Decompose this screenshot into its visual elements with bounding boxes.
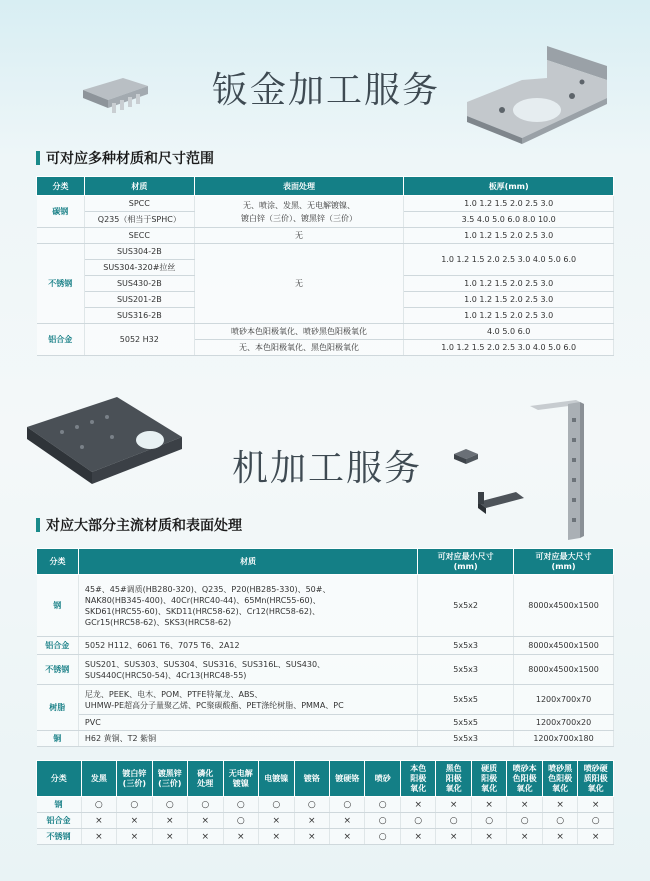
support-mark-cell: × bbox=[542, 797, 577, 813]
category-cell: 铝合金 bbox=[37, 813, 82, 829]
support-mark-cell: × bbox=[188, 829, 223, 845]
material-line: SUS440C(HRC50-54)、4Cr13(HRC48-55) bbox=[84, 670, 247, 680]
support-mark-cell: ○ bbox=[259, 797, 294, 813]
thickness-cell: 1.0 1.2 1.5 2.0 2.5 3.0 bbox=[404, 196, 614, 212]
category-cell: 不锈钢 bbox=[37, 655, 79, 685]
table-row bbox=[37, 797, 614, 813]
table-row bbox=[37, 813, 614, 829]
support-mark-cell: × bbox=[294, 829, 329, 845]
section-title-sheet-materials bbox=[36, 148, 214, 168]
support-mark-cell: × bbox=[188, 813, 223, 829]
support-mark-cell: ○ bbox=[117, 797, 152, 813]
material-cell bbox=[78, 655, 417, 685]
support-mark-cell: ○ bbox=[436, 813, 471, 829]
material-cell: SECC bbox=[84, 228, 194, 244]
support-mark-cell: × bbox=[330, 829, 365, 845]
material-line: UHMW-PE超高分子量聚乙烯、PC聚碳酸酯、PET涤纶树脂、PMMA、PC bbox=[84, 700, 344, 710]
material-line: SUS201、SUS303、SUS304、SUS316、SUS316L、SUS430、 bbox=[84, 659, 326, 669]
min-size-cell: 5x5x3 bbox=[418, 731, 514, 747]
support-mark-cell: × bbox=[117, 829, 152, 845]
material-line: H62 黄铜、T2 紫铜 bbox=[84, 734, 157, 743]
material-cell bbox=[78, 637, 417, 655]
material-line: NAK80(HB345-400)、40Cr(HRC40-44)、65Mn(HRC55-60)、 bbox=[84, 595, 321, 605]
header-treatment: 喷砂本 色阳极 氧化 bbox=[507, 761, 542, 797]
support-mark-cell: × bbox=[223, 829, 258, 845]
table-row bbox=[37, 637, 614, 655]
header-treatment: 黑色 阳极 氧化 bbox=[436, 761, 471, 797]
machined-plate-image bbox=[22, 392, 187, 492]
table-header-row bbox=[37, 177, 614, 196]
max-size-cell: 8000x4500x1500 bbox=[514, 655, 614, 685]
section-title-text: 对应大部分主流材质和表面处理 bbox=[46, 518, 242, 534]
max-size-cell: 8000x4500x1500 bbox=[514, 637, 614, 655]
surface-line: 镀白锌（三价）、镀黑锌（三价） bbox=[241, 213, 358, 223]
surface-cell bbox=[194, 196, 404, 228]
support-mark-cell: × bbox=[152, 813, 187, 829]
header-treatment: 镀硬铬 bbox=[330, 761, 365, 797]
sheet-metal-spec-table bbox=[36, 176, 614, 356]
thickness-cell: 3.5 4.0 5.0 6.0 8.0 10.0 bbox=[404, 212, 614, 228]
header-surface: 表面处理 bbox=[194, 177, 404, 196]
hero-title-sheet-metal: 钣金加工服务 bbox=[212, 70, 441, 111]
support-mark-cell: × bbox=[117, 813, 152, 829]
title-accent-bar bbox=[36, 151, 40, 165]
material-line: 尼龙、PEEK、电木、POM、PTFE特氟龙、ABS、 bbox=[84, 689, 263, 699]
header-treatment: 镀铬 bbox=[294, 761, 329, 797]
header-treatment: 发黑 bbox=[81, 761, 116, 797]
support-mark-cell: × bbox=[507, 829, 542, 845]
surface-cell: 喷砂本色阳极氧化、喷砂黑色阳极氧化 bbox=[194, 324, 404, 340]
surface-cell: 无 bbox=[194, 228, 404, 244]
surface-treatment-table bbox=[36, 760, 614, 845]
material-line: GCr15(HRC58-62)、SKS3(HRC58-62) bbox=[84, 617, 232, 627]
header-treatment: 本色 阳极 氧化 bbox=[400, 761, 435, 797]
table-row bbox=[37, 685, 614, 715]
material-cell bbox=[78, 685, 417, 715]
surface-line: 无、喷涂、发黑、无电解镀镍、 bbox=[243, 200, 356, 210]
support-mark-cell: ○ bbox=[471, 813, 506, 829]
table-row bbox=[37, 829, 614, 845]
support-mark-cell: × bbox=[436, 797, 471, 813]
support-mark-cell: × bbox=[507, 797, 542, 813]
support-mark-cell: × bbox=[259, 829, 294, 845]
header-line: 可对应最小尺寸 bbox=[437, 551, 494, 561]
category-cell: 不锈钢 bbox=[37, 244, 85, 324]
header-line: (mm) bbox=[453, 561, 478, 571]
table-row bbox=[37, 715, 614, 731]
support-mark-cell: × bbox=[542, 829, 577, 845]
header-line: 可对应最大尺寸 bbox=[535, 551, 592, 561]
support-mark-cell: ○ bbox=[400, 813, 435, 829]
support-mark-cell: × bbox=[259, 813, 294, 829]
category-cell: 钢 bbox=[37, 797, 82, 813]
thickness-cell: 4.0 5.0 6.0 bbox=[404, 324, 614, 340]
min-size-cell: 5x5x5 bbox=[418, 685, 514, 715]
header-treatment: 磷化 处理 bbox=[188, 761, 223, 797]
l-bracket-image bbox=[476, 488, 526, 516]
material-cell: SUS304-2B bbox=[84, 244, 194, 260]
material-line: 45#、45#调质(HB280-320)、Q235、P20(HB285-330)、50#、 bbox=[84, 584, 331, 594]
support-mark-cell: × bbox=[436, 829, 471, 845]
header-treatment: 喷砂 bbox=[365, 761, 400, 797]
header-thickness: 板厚(mm) bbox=[404, 177, 614, 196]
category-cell: 不锈钢 bbox=[37, 829, 82, 845]
header-category: 分类 bbox=[37, 549, 79, 575]
bracket-part-image bbox=[78, 70, 158, 115]
title-accent-bar bbox=[36, 518, 40, 532]
category-cell: 铝合金 bbox=[37, 324, 85, 356]
support-mark-cell: × bbox=[81, 829, 116, 845]
material-cell: SUS430-2B bbox=[84, 276, 194, 292]
min-size-cell: 5x5x2 bbox=[418, 575, 514, 637]
section-title-machining-materials bbox=[36, 515, 242, 535]
support-mark-cell: ○ bbox=[152, 797, 187, 813]
support-mark-cell: × bbox=[81, 813, 116, 829]
support-mark-cell: ○ bbox=[294, 797, 329, 813]
thickness-cell: 1.0 1.2 1.5 2.0 2.5 3.0 bbox=[404, 276, 614, 292]
support-mark-cell: ○ bbox=[330, 797, 365, 813]
material-cell: 5052 H32 bbox=[84, 324, 194, 356]
max-size-cell: 1200x700x180 bbox=[514, 731, 614, 747]
support-mark-cell: ○ bbox=[223, 797, 258, 813]
thickness-cell: 1.0 1.2 1.5 2.0 2.5 3.0 4.0 5.0 6.0 bbox=[404, 244, 614, 276]
support-mark-cell: ○ bbox=[365, 829, 400, 845]
machining-material-table bbox=[36, 548, 614, 747]
material-cell: SUS304-320#拉丝 bbox=[84, 260, 194, 276]
hero-title-machining: 机加工服务 bbox=[232, 448, 423, 489]
thickness-cell: 1.0 1.2 1.5 2.0 2.5 3.0 bbox=[404, 228, 614, 244]
support-mark-cell: × bbox=[471, 829, 506, 845]
support-mark-cell: × bbox=[578, 829, 614, 845]
support-mark-cell: × bbox=[330, 813, 365, 829]
header-treatment: 喷砂黑 色阳极 氧化 bbox=[542, 761, 577, 797]
thickness-cell: 1.0 1.2 1.5 2.0 2.5 3.0 bbox=[404, 292, 614, 308]
header-treatment: 电镀镍 bbox=[259, 761, 294, 797]
min-size-cell: 5x5x3 bbox=[418, 655, 514, 685]
max-size-cell: 1200x700x20 bbox=[514, 715, 614, 731]
category-cell-empty bbox=[37, 228, 85, 244]
table-header-row bbox=[37, 549, 614, 575]
support-mark-cell: ○ bbox=[542, 813, 577, 829]
support-mark-cell: ○ bbox=[81, 797, 116, 813]
material-line: SKD61(HRC55-60)、SKD11(HRC58-62)、Cr12(HRC58-62)、 bbox=[84, 606, 321, 616]
material-cell: SPCC bbox=[84, 196, 194, 212]
support-mark-cell: ○ bbox=[365, 797, 400, 813]
support-mark-cell: × bbox=[578, 797, 614, 813]
support-mark-cell: × bbox=[400, 797, 435, 813]
header-material: 材质 bbox=[84, 177, 194, 196]
surface-cell: 无、本色阳极氧化、黑色阳极氧化 bbox=[194, 340, 404, 356]
support-mark-cell: × bbox=[400, 829, 435, 845]
min-size-cell: 5x5x5 bbox=[418, 715, 514, 731]
min-size-cell: 5x5x3 bbox=[418, 637, 514, 655]
header-treatment: 镀黑锌 (三价) bbox=[152, 761, 187, 797]
thickness-cell: 1.0 1.2 1.5 2.0 2.5 3.0 4.0 5.0 6.0 bbox=[404, 340, 614, 356]
material-cell: Q235（相当于SPHC） bbox=[84, 212, 194, 228]
table-row bbox=[37, 228, 614, 244]
header-line: (mm) bbox=[551, 561, 576, 571]
thickness-cell: 1.0 1.2 1.5 2.0 2.5 3.0 bbox=[404, 308, 614, 324]
support-mark-cell: × bbox=[152, 829, 187, 845]
long-bar-part-image bbox=[528, 398, 588, 543]
section-title-text: 可对应多种材质和尺寸范围 bbox=[46, 151, 214, 167]
category-cell: 铜 bbox=[37, 731, 79, 747]
max-size-cell: 1200x700x70 bbox=[514, 685, 614, 715]
category-cell: 钢 bbox=[37, 575, 79, 637]
sheet-metal-plate-image bbox=[462, 38, 622, 150]
header-treatment: 喷砂硬 质阳极 氧化 bbox=[578, 761, 614, 797]
material-cell bbox=[78, 575, 417, 637]
table-row bbox=[37, 244, 614, 260]
header-category: 分类 bbox=[37, 177, 85, 196]
support-mark-cell: ○ bbox=[507, 813, 542, 829]
support-mark-cell: ○ bbox=[223, 813, 258, 829]
category-cell: 铝合金 bbox=[37, 637, 79, 655]
category-cell: 碳钢 bbox=[37, 196, 85, 228]
support-mark-cell: × bbox=[294, 813, 329, 829]
support-mark-cell: ○ bbox=[578, 813, 614, 829]
material-cell bbox=[78, 715, 417, 731]
max-size-cell: 8000x4500x1500 bbox=[514, 575, 614, 637]
material-cell bbox=[78, 731, 417, 747]
table-row bbox=[37, 731, 614, 747]
header-material: 材质 bbox=[78, 549, 417, 575]
small-block-image bbox=[452, 446, 480, 466]
header-treatment: 无电解 镀镍 bbox=[223, 761, 258, 797]
material-cell: SUS316-2B bbox=[84, 308, 194, 324]
support-mark-cell: ○ bbox=[188, 797, 223, 813]
header-max-size bbox=[514, 549, 614, 575]
material-cell: SUS201-2B bbox=[84, 292, 194, 308]
table-row bbox=[37, 324, 614, 340]
header-treatment: 硬质 阳极 氧化 bbox=[471, 761, 506, 797]
header-treatment: 镀白锌 (三价) bbox=[117, 761, 152, 797]
material-line: 5052 H112、6061 T6、7075 T6、2A12 bbox=[84, 641, 240, 650]
table-row bbox=[37, 196, 614, 212]
support-mark-cell: × bbox=[471, 797, 506, 813]
header-min-size bbox=[418, 549, 514, 575]
surface-cell: 无 bbox=[194, 244, 404, 324]
table-header-row bbox=[37, 761, 614, 797]
header-treatment: 分类 bbox=[37, 761, 82, 797]
category-cell: 树脂 bbox=[37, 685, 79, 731]
support-mark-cell: ○ bbox=[365, 813, 400, 829]
material-line: PVC bbox=[84, 718, 101, 727]
table-row bbox=[37, 655, 614, 685]
table-row bbox=[37, 575, 614, 637]
